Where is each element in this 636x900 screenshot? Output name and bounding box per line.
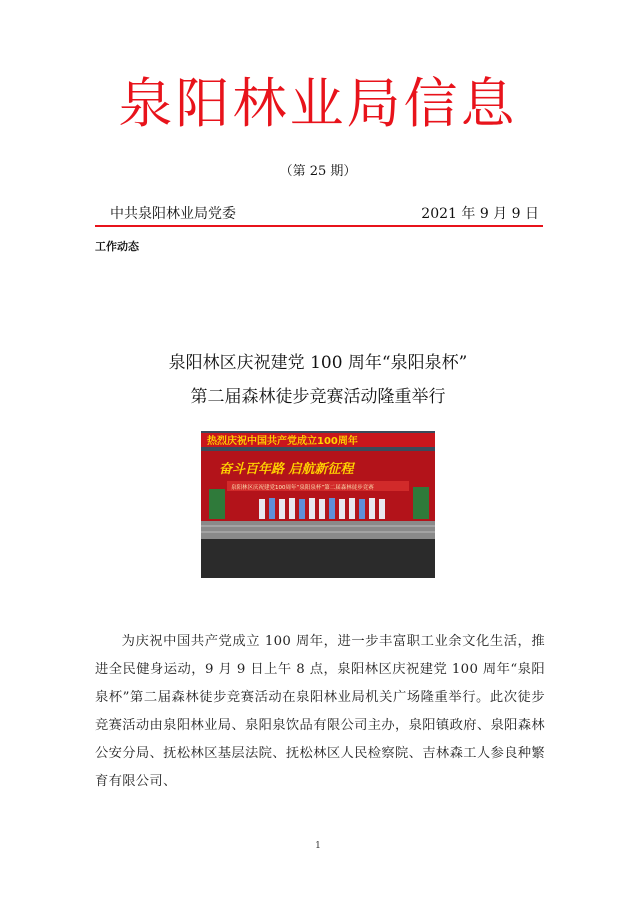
photo-plant-right: [413, 487, 429, 519]
photo-steps: [201, 521, 435, 539]
article-body: [95, 628, 545, 796]
headline-line-1: 泉阳林区庆祝建党 100 周年“泉阳泉杯”: [168, 353, 468, 373]
header-rule: [95, 225, 543, 227]
page-number: 1: [315, 841, 321, 851]
headline-line-2: 第二届森林徒步竞赛活动隆重举行: [190, 387, 446, 407]
photo-ground: [201, 539, 435, 578]
masthead-title: 泉阳林业局信息: [118, 72, 518, 135]
event-photo: [201, 431, 435, 578]
issue-number: （第 25 期）: [279, 164, 357, 179]
photo-plant-left: [209, 489, 225, 519]
publisher: 中共泉阳林业局党委: [110, 206, 236, 222]
article-paragraph: 为庆祝中国共产党成立 100 周年，进一步丰富职工业余文化生活，推进全民健身运动，9 月 9 日上午 8 点，泉阳林区庆祝建党 100 周年“泉阳泉杯”第二届森林徒步竞赛活动在泉阳林业局机关广场隆重举行。此次徒步竞赛活动由泉阳林业局、泉阳泉饮品有限公司主办，泉阳镇政府、泉阳森林公安分局、抚松林区基层法院、抚松林区人民检察院、吉林森工人参良种繁育有限公司、: [95, 634, 545, 789]
photo-slogan: 奋斗百年路 启航新征程: [219, 462, 354, 477]
photo-top-banner-text: 热烈庆祝中国共产党成立100周年: [207, 436, 358, 447]
photo-event-banner-text: 泉阳林区庆祝建党100周年“泉阳泉杯”第二届森林徒步竞赛: [231, 485, 374, 491]
publication-date: 2021 年 9 月 9 日: [421, 206, 539, 222]
section-label: 工作动态: [95, 240, 139, 253]
